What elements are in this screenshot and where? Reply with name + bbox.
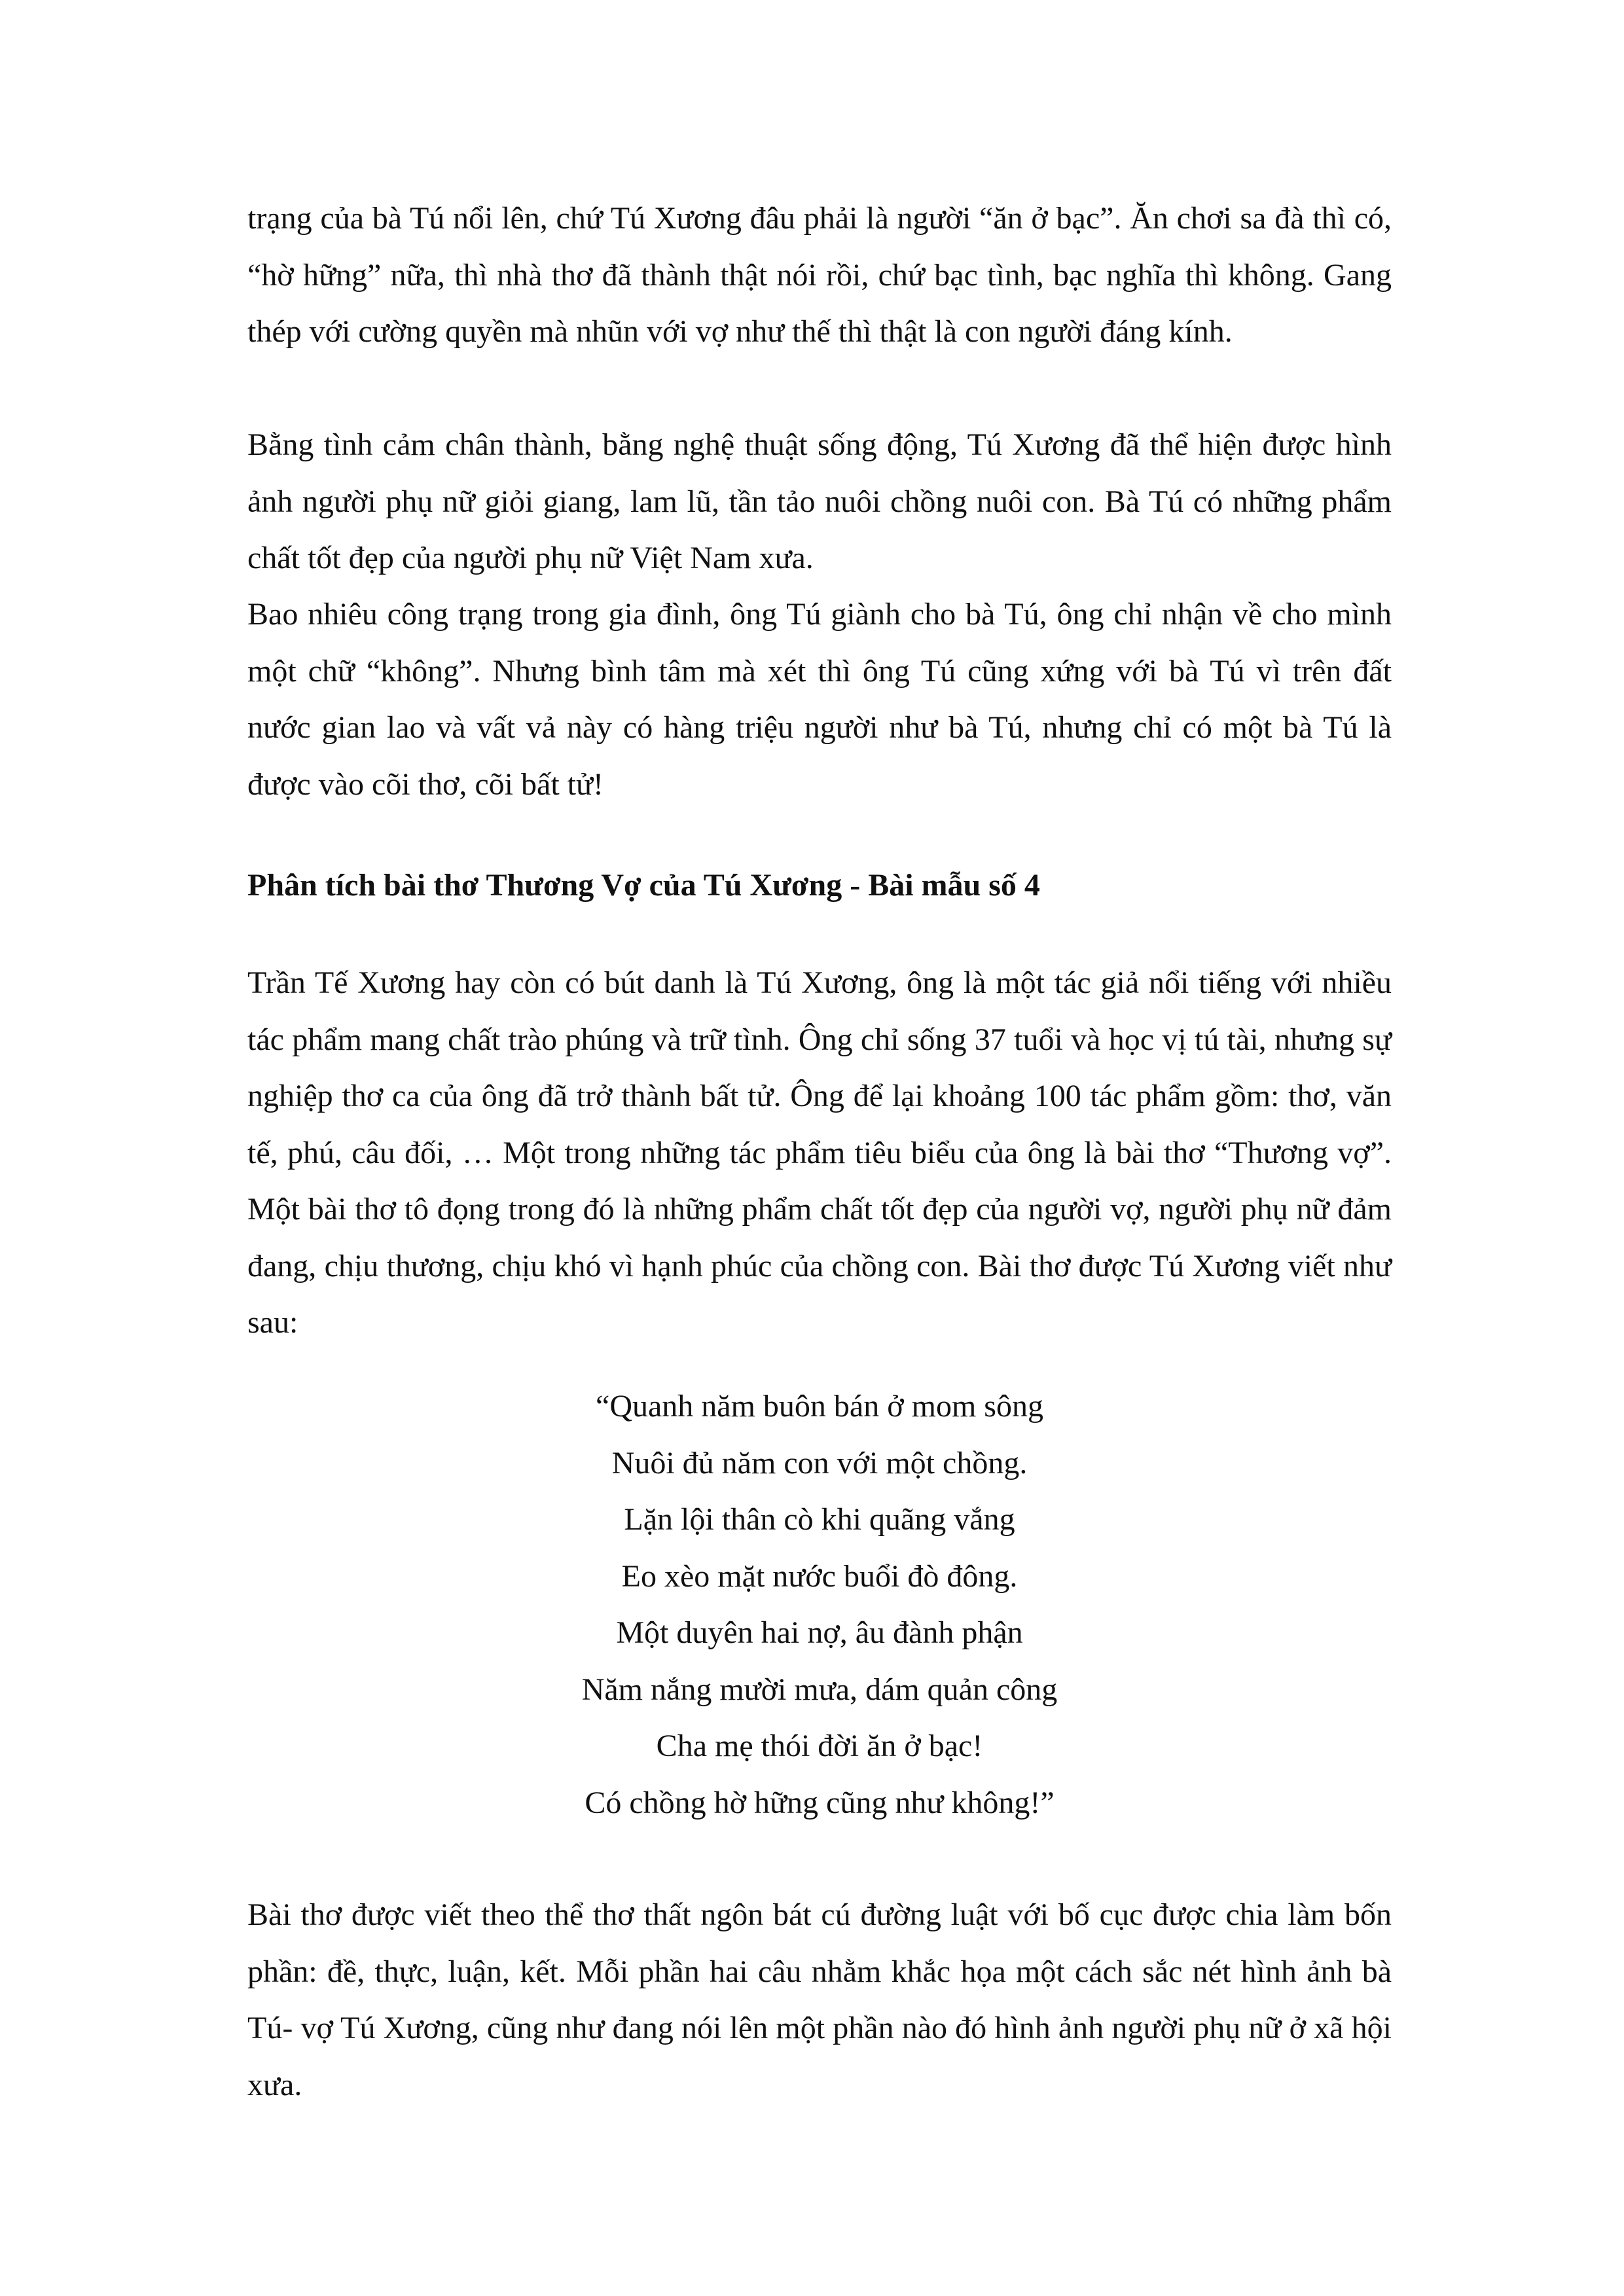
poem-line: Lặn lội thân cò khi quãng vắng xyxy=(624,1502,1015,1537)
poem-line: Năm nắng mười mưa, dám quản công xyxy=(581,1672,1058,1707)
paragraph-block xyxy=(247,586,1392,813)
poem-line: Eo xèo mặt nước buổi đò đông. xyxy=(621,1558,1018,1594)
paragraph-block xyxy=(247,190,1392,361)
paragraph: Bằng tình cảm chân thành, bằng nghệ thuật sống động, Tú Xương đã thể hiện được hình ảnh người phụ nữ giỏi giang, lam lũ, tần tảo nuôi chồng nuôi con. Bà Tú có những phẩm chất tốt đẹp của người phụ nữ Việt Nam xưa. xyxy=(247,427,1392,575)
intro-paragraph: Trần Tế Xương hay còn có bút danh là Tú Xương, ông là một tác giả nổi tiếng với nhiều tác phẩm mang chất trào phúng và trữ tình. Ông chỉ sống 37 tuổi và học vị tú tài, nhưng sự nghiệp thơ ca của ông đã trở thành bất tử. Ông để lại khoảng 100 tác phẩm gồm: thơ, văn tế, phú, câu đối, … Một trong những tác phẩm tiêu biểu của ông là bài thơ “Thương vợ”. Một bài thơ tô đọng trong đó là những phẩm chất tốt đẹp của người vợ, người phụ nữ đảm đang, chịu thương, chịu khó vì hạnh phúc của chồng con. Bài thơ được Tú Xương viết như sau: xyxy=(247,965,1392,1340)
paragraph: trạng của bà Tú nổi lên, chứ Tú Xương đâu phải là người “ăn ở bạc”. Ăn chơi sa đà thì có, “hờ hững” nữa, thì nhà thơ đã thành thật nói rồi, chứ bạc tình, bạc nghĩa thì không. Gang thép với cường quyền mà nhũn với vợ như thế thì thật là con người đáng kính. xyxy=(247,201,1392,349)
paragraph-block xyxy=(247,417,1392,587)
section-heading: Phân tích bài thơ Thương Vợ của Tú Xương - Bài mẫu số 4 xyxy=(247,868,1040,903)
poem-block xyxy=(247,1378,1392,1831)
paragraph: Bao nhiêu công trạng trong gia đình, ông Tú giành cho bà Tú, ông chỉ nhận về cho mình một chữ “không”. Nhưng bình tâm mà xét thì ông Tú cũng xứng với bà Tú vì trên đất nước gian lao và vất vả này có hàng triệu người như bà Tú, nhưng chỉ có một bà Tú là được vào cõi thơ, cõi bất tử! xyxy=(247,597,1392,802)
poem-line: Nuôi đủ năm con với một chồng. xyxy=(611,1445,1028,1480)
paragraph-block xyxy=(247,1887,1392,2113)
poem-line: Một duyên hai nợ, âu đành phận xyxy=(616,1615,1023,1650)
poem-line: Cha mẹ thói đời ăn ở bạc! xyxy=(656,1729,983,1763)
poem-line: Có chồng hờ hững cũng như không!” xyxy=(585,1785,1055,1820)
closing-paragraph: Bài thơ được viết theo thể thơ thất ngôn bát cú đường luật với bố cục được chia làm bốn phần: đề, thực, luận, kết. Mỗi phần hai câu nhằm khắc họa một cách sắc nét hình ảnh bà Tú- vợ Tú Xương, cũng như đang nói lên một phần nào đó hình ảnh người phụ nữ ở xã hội xưa. xyxy=(247,1897,1392,2102)
poem-line: “Quanh năm buôn bán ở mom sông xyxy=(596,1389,1043,1424)
paragraph-block xyxy=(247,955,1392,1352)
